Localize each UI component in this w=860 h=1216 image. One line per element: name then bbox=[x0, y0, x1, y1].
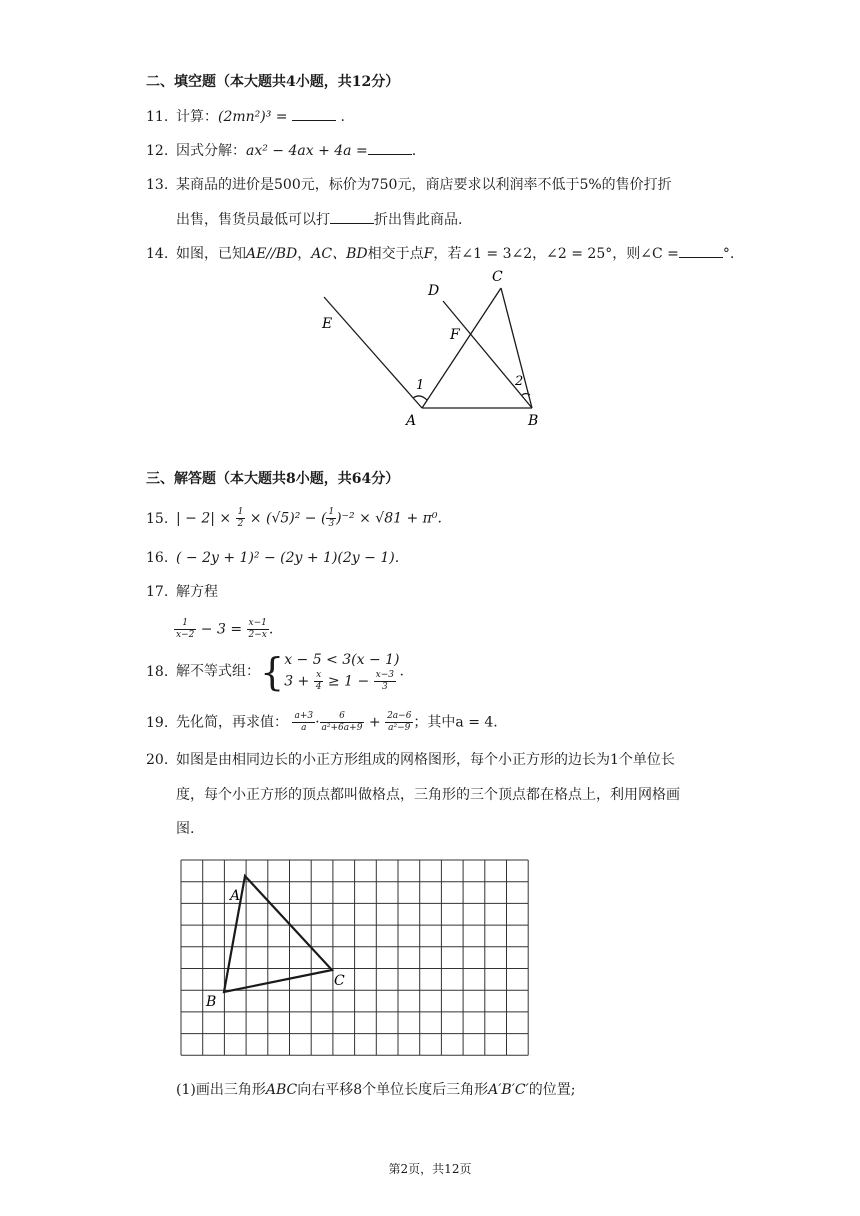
label-a: A bbox=[406, 413, 417, 429]
question-11 bbox=[146, 106, 345, 127]
page-footer: 第2页，共12页 bbox=[388, 1162, 472, 1176]
denominator: 2 bbox=[237, 519, 244, 529]
question-text: 向右平移8个单位长度后三角形 bbox=[297, 1082, 489, 1098]
label-f: F bbox=[450, 327, 460, 343]
question-prefix: 先化简，再求值： bbox=[176, 714, 288, 731]
fraction bbox=[236, 507, 246, 530]
question-20-part-1 bbox=[176, 1080, 576, 1100]
numerator: 2a−6 bbox=[387, 711, 412, 721]
question-20-line-1 bbox=[146, 750, 675, 770]
fraction bbox=[385, 711, 413, 734]
numerator: 1 bbox=[174, 618, 196, 630]
inequality-row-1: x − 5 < 3(x − 1) bbox=[284, 652, 400, 668]
question-text: ， bbox=[297, 246, 312, 262]
label-angle-2: 2 bbox=[515, 374, 524, 389]
question-number: 16. bbox=[146, 550, 169, 566]
question-number: 15. bbox=[146, 510, 169, 527]
label-angle-1: 1 bbox=[416, 378, 425, 393]
question-number: 20. bbox=[146, 752, 169, 768]
question-suffix: . bbox=[340, 109, 345, 125]
label-d: D bbox=[428, 283, 440, 299]
line-ae bbox=[324, 297, 425, 408]
angle-2-arc bbox=[522, 394, 530, 396]
denominator: 4 bbox=[315, 682, 322, 692]
question-prefix: 因式分解： bbox=[176, 143, 246, 159]
fraction bbox=[314, 670, 324, 693]
question-suffix: . bbox=[399, 663, 404, 680]
denominator: a bbox=[301, 723, 307, 733]
numerator: x bbox=[314, 670, 324, 682]
fraction bbox=[174, 618, 196, 641]
line-ac bbox=[422, 288, 501, 408]
fraction bbox=[292, 711, 315, 734]
question-number: 18. bbox=[146, 663, 169, 680]
math-expression: ( − 2y + 1)² − (2y + 1)(2y − 1). bbox=[176, 550, 400, 566]
label-b: B bbox=[528, 413, 539, 429]
question-number: 17. bbox=[146, 584, 169, 600]
inequality-system bbox=[284, 650, 399, 693]
math-operator: + bbox=[368, 714, 381, 731]
question-15 bbox=[146, 507, 442, 530]
question-text: 某商品的进价是500元，标价为750元，商店要求以利润率不低于5%的售价打折 bbox=[176, 177, 672, 193]
math-expression: ABC bbox=[265, 1082, 298, 1098]
question-text: 的位置; bbox=[528, 1082, 576, 1098]
question-number: 14. bbox=[146, 246, 169, 262]
numerator: x−1 bbox=[248, 618, 267, 628]
question-text: 如图是由相同边长的小正方形组成的网格图形，每个小正方形的边长为1个单位长 bbox=[176, 752, 675, 768]
fraction bbox=[326, 507, 336, 530]
fraction bbox=[320, 711, 365, 734]
question-17-equation bbox=[174, 618, 273, 641]
label-b: B bbox=[206, 994, 217, 1010]
label-e: E bbox=[322, 316, 333, 332]
question-text: 出售，售货员最低可以打 bbox=[176, 212, 330, 228]
question-text: 如图，已知 bbox=[176, 246, 246, 262]
question-text: 相交于点 bbox=[367, 246, 424, 262]
math-expression: ≥ 1 − bbox=[327, 673, 370, 690]
question-14 bbox=[146, 243, 734, 264]
question-12 bbox=[146, 140, 416, 161]
answer-blank bbox=[292, 106, 336, 121]
question-text: 折出售此商品. bbox=[374, 212, 463, 228]
question-19 bbox=[146, 711, 498, 734]
section-heading-fill-in: 二、填空题（本大题共4小题，共12分） bbox=[146, 74, 400, 90]
inequality-row-2 bbox=[284, 670, 399, 693]
numerator: a+3 bbox=[294, 711, 314, 721]
triangle-abc bbox=[224, 876, 332, 992]
question-number: 19. bbox=[146, 714, 169, 731]
math-expression: − 3 = bbox=[200, 621, 243, 638]
geometry-figure-14 bbox=[300, 265, 560, 435]
question-number: 12. bbox=[146, 143, 169, 159]
numerator: x−3 bbox=[375, 670, 394, 680]
question-suffix: ；其中a = 4. bbox=[413, 714, 498, 731]
question-suffix: . bbox=[268, 621, 274, 638]
label-a: A bbox=[230, 888, 241, 904]
question-text: ，若∠1 = 3∠2，∠2 = 25°，则∠C = bbox=[433, 246, 679, 262]
math-expression: F bbox=[423, 246, 434, 262]
question-number: 11. bbox=[146, 109, 169, 125]
math-expression: AE//BD bbox=[246, 246, 298, 262]
question-prefix: 解不等式组： bbox=[176, 663, 260, 680]
question-text: °. bbox=[722, 246, 735, 262]
question-text: (1)画出三角形 bbox=[176, 1082, 266, 1098]
question-18 bbox=[146, 650, 404, 696]
numerator: 1 bbox=[328, 507, 335, 517]
answer-blank bbox=[330, 209, 374, 224]
question-16 bbox=[146, 548, 399, 568]
label-c: C bbox=[492, 269, 503, 285]
label-c: C bbox=[334, 973, 345, 989]
question-prefix: 计算： bbox=[176, 109, 218, 125]
system-brace: { bbox=[260, 649, 285, 694]
fraction bbox=[247, 618, 269, 641]
fraction bbox=[374, 670, 396, 693]
math-expression: )⁻² × √81 + π⁰. bbox=[336, 510, 442, 527]
question-13-line-2 bbox=[176, 209, 462, 230]
answer-blank bbox=[679, 243, 723, 258]
numerator: 1 bbox=[237, 507, 244, 517]
answer-blank bbox=[368, 140, 412, 155]
numerator: 6 bbox=[320, 711, 365, 723]
math-expression: A′B′C′ bbox=[488, 1082, 529, 1098]
denominator: 2−x bbox=[248, 630, 267, 640]
math-expression: 3 + bbox=[284, 673, 310, 690]
denominator: 3 bbox=[328, 519, 335, 529]
question-text: 解方程 bbox=[176, 584, 218, 600]
question-number: 13. bbox=[146, 177, 169, 193]
math-expression: AC、BD bbox=[311, 246, 368, 262]
math-expression: | − 2| × bbox=[176, 510, 232, 527]
math-operator: · bbox=[315, 714, 320, 731]
denominator: 3 bbox=[381, 682, 388, 692]
grid-figure-20 bbox=[170, 852, 540, 1064]
denominator: a²+6a+9 bbox=[321, 723, 363, 733]
denominator: a²−9 bbox=[388, 723, 411, 733]
section-heading-solve: 三、解答题（本大题共8小题，共64分） bbox=[146, 471, 400, 487]
denominator: x−2 bbox=[176, 630, 195, 640]
question-17 bbox=[146, 582, 218, 602]
question-20-line-3: 图. bbox=[176, 821, 195, 837]
question-20-line-2: 度，每个小正方形的顶点都叫做格点，三角形的三个顶点都在格点上，利用网格画 bbox=[176, 787, 680, 803]
question-suffix: . bbox=[411, 143, 417, 159]
question-13-line-1 bbox=[146, 175, 672, 195]
math-expression: × (√5)² − ( bbox=[249, 510, 327, 527]
math-expression: (2mn²)³ = bbox=[218, 109, 288, 125]
math-expression: ax² − 4ax + 4a = bbox=[246, 143, 368, 159]
